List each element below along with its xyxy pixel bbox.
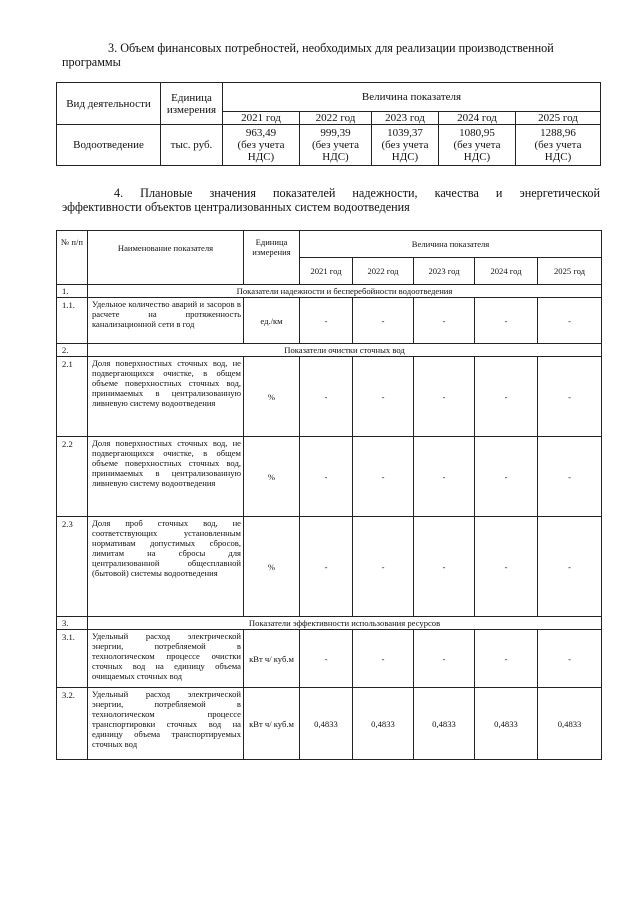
row-value: - [414,437,475,517]
col-name-header: Наименование показателя [88,231,244,285]
section3-heading-line2: программы [62,55,121,69]
row-value: 0,4833 [353,688,414,760]
row-value: - [475,357,538,437]
row-value: - [538,357,602,437]
value-amount: 1288,96 [540,127,576,139]
row-value: - [538,517,602,617]
value-amount: 1080,95 [459,127,495,139]
row-value: - [475,630,538,688]
row-value: - [353,437,414,517]
row-value: - [300,517,353,617]
value-note: НДС) [322,151,349,163]
value-cell [223,125,300,166]
value-note: (без учета [453,139,501,151]
row-value: 0,4833 [538,688,602,760]
table-row [57,298,602,344]
row-num: 1.1. [57,298,88,344]
year-header: 2025 год [538,258,602,285]
col-value-header: Величина показателя [223,83,601,112]
row-value: - [353,357,414,437]
year-header: 2022 год [353,258,414,285]
row-value: 0,4833 [475,688,538,760]
year-header: 2021 год [223,112,300,125]
table-row [57,437,602,517]
row-value: - [414,517,475,617]
row-num: 2.3 [57,517,88,617]
row-value: - [300,630,353,688]
row-num: 3.1. [57,630,88,688]
row-value: 0,4833 [414,688,475,760]
row-value: - [300,437,353,517]
value-amount: 963,49 [245,127,277,139]
value-note: НДС) [544,151,572,163]
row-value: - [475,298,538,344]
value-amount: 999,39 [320,127,351,139]
section4-heading-line2: эффективности объектов централизованных систем водоотведения [62,200,410,214]
value-cell [516,125,601,166]
row-value: - [353,630,414,688]
row-value: - [475,517,538,617]
financial-needs-table [56,82,601,166]
row-value: - [538,298,602,344]
row-value: - [353,298,414,344]
year-header: 2024 год [475,258,538,285]
value-note: НДС) [247,151,275,163]
section4-heading [62,186,600,214]
section-row [57,617,602,630]
value-note: (без учета [381,139,429,151]
section-title: Показатели эффективности использования ресурсов [88,617,602,630]
value-note: (без учета [312,139,359,151]
value-cell [372,125,439,166]
section-title: Показатели надежности и бесперебойности водоотведения [88,285,602,298]
indicators-table [56,230,602,760]
row-value: - [538,437,602,517]
value-note: (без учета [534,139,582,151]
value-note: НДС) [463,151,491,163]
table-row [57,517,602,617]
value-amount: 1039,37 [387,127,423,139]
col-activity-header: Вид деятельности [57,83,161,125]
year-header: 2021 год [300,258,353,285]
value-cell [300,125,372,166]
col-unit-header: Единица измерения [244,231,300,285]
row-unit: % [244,437,300,517]
row-name: Доля поверхностных сточных вод, не подвергающихся очистке, в общем объеме поверхностных сточных вод, принимаемых в централизованную ливневую систему водоотведения [88,357,244,437]
col-value-header: Величина показателя [300,231,602,258]
section-num: 3. [57,617,88,630]
row-value: - [300,357,353,437]
section4-heading-line1: 4. Плановые значения показателей надежности, качества и энергетической [114,186,600,200]
table-row [57,357,602,437]
row-unit: % [244,357,300,437]
value-note: НДС) [391,151,419,163]
row-num: 2.1 [57,357,88,437]
row-unit: % [244,517,300,617]
table-row [57,688,602,760]
row-name: Доля проб сточных вод, не соответствующих установленным нормативам допустимых сбросов, лимитам на сбросы для централизованной общесплавной (бытовой) системы водоотведения [88,517,244,617]
row-unit: ед./км [244,298,300,344]
row-value: - [475,437,538,517]
section3-heading [62,41,600,69]
unit-cell: тыс. руб. [161,125,223,166]
row-value: 0,4833 [300,688,353,760]
row-name: Удельный расход электрической энергии, потребляемой в технологическом процессе очистки сточных вод на единицу объема очищаемых сточных вод [88,630,244,688]
year-header: 2024 год [439,112,516,125]
year-header: 2023 год [414,258,475,285]
row-unit: кВт ч/ куб.м [244,630,300,688]
value-cell [439,125,516,166]
col-unit-header: Единица измерения [161,83,223,125]
value-note: (без учета [237,139,285,151]
row-num: 3.2. [57,688,88,760]
section3-heading-line1: 3. Объем финансовых потребностей, необходимых для реализации производственной [108,41,554,55]
section-num: 2. [57,344,88,357]
row-value: - [353,517,414,617]
row-value: - [414,298,475,344]
row-value: - [414,357,475,437]
row-value: - [300,298,353,344]
row-value: - [538,630,602,688]
year-header: 2022 год [300,112,372,125]
section-title: Показатели очистки сточных вод [88,344,602,357]
row-name: Удельный расход электрической энергии, потребляемой в технологическом процессе транспортировки сточных вод на единицу объема транспортируемых сточных вод [88,688,244,760]
section-row [57,344,602,357]
row-value: - [414,630,475,688]
year-header: 2025 год [516,112,601,125]
section-num: 1. [57,285,88,298]
year-header: 2023 год [372,112,439,125]
row-name: Доля поверхностных сточных вод, не подвергающихся очистке, в общем объеме поверхностных сточных вод, принимаемых в централизованную ливневую систему водоотведения [88,437,244,517]
section-row [57,285,602,298]
col-num-header: № п/п [57,231,88,285]
row-name: Удельное количество аварий и засоров в расчете на протяженность канализационной сети в год [88,298,244,344]
table-row [57,630,602,688]
activity-cell: Водоотведение [57,125,161,166]
row-unit: кВт ч/ куб.м [244,688,300,760]
row-num: 2.2 [57,437,88,517]
table-row [57,125,601,166]
